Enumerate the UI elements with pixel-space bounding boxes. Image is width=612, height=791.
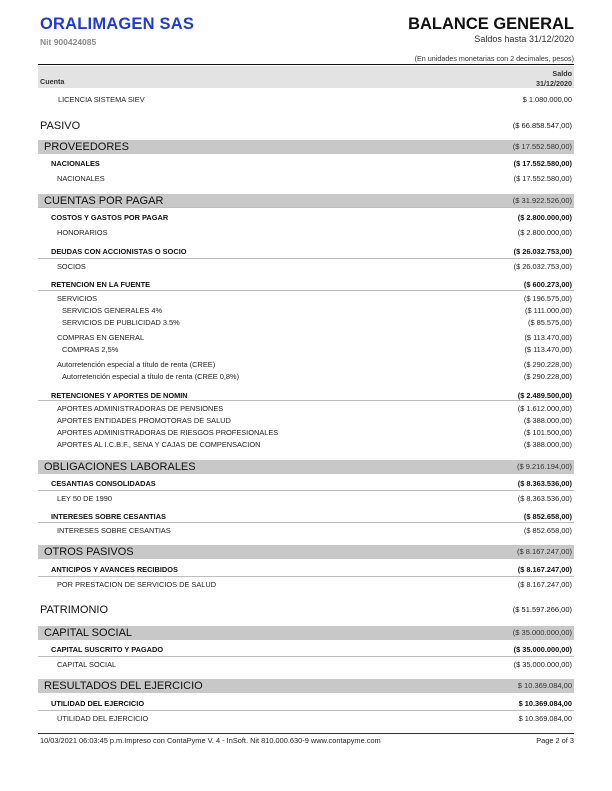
account-label: HONORARIOS <box>57 228 108 237</box>
account-balance: ($ 31.922.526,00) <box>512 196 572 205</box>
account-label: UTILIDAD DEL EJERCICIO <box>51 699 145 708</box>
header-divider <box>38 64 574 65</box>
account-balance: ($ 113.470,00) <box>524 333 572 342</box>
row-divider <box>38 258 574 259</box>
account-label: SOCIOS <box>57 262 86 271</box>
account-balance: ($ 852.658,00) <box>523 512 572 521</box>
account-label: RETENCIONES Y APORTES DE NOMIN <box>51 391 188 400</box>
footer-divider <box>38 733 574 734</box>
row-divider <box>38 522 574 523</box>
account-label: SERVICIOS DE PUBLICIDAD 3.5% <box>62 318 180 327</box>
section-row <box>38 679 574 693</box>
row-divider <box>38 290 574 291</box>
account-balance: ($ 2.800.000,00) <box>517 213 572 222</box>
account-balance: ($ 2.489.500,00) <box>517 391 572 400</box>
section-row <box>38 194 574 208</box>
account-label: DEUDAS CON ACCIONISTAS O SOCIO <box>51 247 187 256</box>
account-balance: ($ 196.575,00) <box>523 294 572 303</box>
account-balance: ($ 2.800.000,00) <box>517 228 572 237</box>
account-label: POR PRESTACION DE SERVICIOS DE SALUD <box>57 580 217 589</box>
column-balance <box>536 69 572 89</box>
account-balance: ($ 388.000,00) <box>523 440 572 449</box>
column-balance-label: Saldo <box>552 69 572 78</box>
account-balance: $ 1.080.000,00 <box>522 95 572 104</box>
section-row <box>38 545 574 559</box>
units-note: (En unidades monetarias con 2 decimales, pesos) <box>414 54 574 63</box>
account-label: APORTES ADMINISTRADORAS DE PENSIONES <box>57 404 224 413</box>
account-balance: ($ 111.000,00) <box>525 306 572 315</box>
account-balance: ($ 17.552.580,00) <box>513 159 572 168</box>
account-balance: ($ 290.228,00) <box>523 372 572 381</box>
account-label: ANTICIPOS Y AVANCES RECIBIDOS <box>51 565 178 574</box>
account-label: NACIONALES <box>57 174 105 183</box>
account-balance: ($ 101.500,00) <box>523 428 572 437</box>
account-balance: $ 10.369.084,00 <box>517 681 572 690</box>
account-label: RETENCION EN LA FUENTE <box>51 280 151 289</box>
account-label: PASIVO <box>40 120 81 132</box>
account-balance: ($ 1.612.000,00) <box>517 404 572 413</box>
row-divider <box>38 656 574 657</box>
row-divider <box>38 400 574 401</box>
account-balance: ($ 9.216.194,00) <box>516 462 572 471</box>
account-balance: ($ 388.000,00) <box>523 416 572 425</box>
account-label: SERVICIOS <box>57 294 98 303</box>
company-name: ORALIMAGEN SAS <box>40 15 195 33</box>
account-label: OTROS PASIVOS <box>44 546 134 558</box>
account-balance: ($ 26.032.753,00) <box>513 247 572 256</box>
account-label: CESANTIAS CONSOLIDADAS <box>51 479 156 488</box>
account-balance: ($ 35.000.000,00) <box>513 660 572 669</box>
company-nit: Nit 900424085 <box>40 37 97 47</box>
account-balance: ($ 35.000.000,00) <box>513 645 572 654</box>
account-balance: ($ 8.363.536,00) <box>517 479 572 488</box>
account-label: APORTES AL I.C.B.F., SENA Y CAJAS DE COMPENSACION <box>57 440 261 449</box>
report-title: BALANCE GENERAL <box>408 15 574 33</box>
column-header <box>38 66 574 88</box>
row-divider <box>38 490 574 491</box>
account-label: LICENCIA SISTEMA SIEV <box>58 95 145 104</box>
account-label: INTERESES SOBRE CESANTIAS <box>57 526 171 535</box>
account-label: COMPRAS 2,5% <box>62 345 119 354</box>
section-row <box>38 140 574 154</box>
account-label: SERVICIOS GENERALES 4% <box>62 306 163 315</box>
section-row <box>38 460 574 474</box>
account-label: PROVEEDORES <box>44 141 129 153</box>
account-balance: ($ 852.658,00) <box>523 526 572 535</box>
account-balance: ($ 26.032.753,00) <box>513 262 572 271</box>
account-label: PATRIMONIO <box>40 604 109 616</box>
row-divider <box>38 710 574 711</box>
account-label: RESULTADOS DEL EJERCICIO <box>44 680 203 692</box>
print-info: 10/03/2021 06:03:45 p.m.Impreso con ContaPyme V. 4 - InSoft. Nit 810.000.630-9 www.contapyme.com <box>40 736 381 745</box>
account-label: CAPITAL SOCIAL <box>44 627 133 639</box>
account-label: CAPITAL SOCIAL <box>57 660 117 669</box>
account-label: COSTOS Y GASTOS POR PAGAR <box>51 213 169 222</box>
account-label: NACIONALES <box>51 159 100 168</box>
account-balance: ($ 66.858.547,00) <box>512 121 572 130</box>
account-label: COMPRAS EN GENERAL <box>57 333 145 342</box>
account-balance: ($ 8.167.247,00) <box>516 547 572 556</box>
column-balance-date: 31/12/2020 <box>536 79 572 88</box>
account-balance: ($ 35.000.000,00) <box>512 628 572 637</box>
account-label: Autorretención especial a título de renta (CREE 0,8%) <box>62 372 240 381</box>
account-balance: ($ 8.363.536,00) <box>517 494 572 503</box>
account-label: APORTES ADMINISTRADORAS DE RIESGOS PROFESIONALES <box>57 428 279 437</box>
page-number: Page 2 of 3 <box>536 736 574 745</box>
account-label: CAPITAL SUSCRITO Y PAGADO <box>51 645 164 654</box>
account-balance: $ 10.369.084,00 <box>518 714 572 723</box>
account-label: LEY 50 DE 1990 <box>57 494 112 503</box>
account-balance: ($ 600.273,00) <box>523 280 572 289</box>
account-label: APORTES ENTIDADES PROMOTORAS DE SALUD <box>57 416 231 425</box>
account-balance: ($ 17.552.580,00) <box>512 142 572 151</box>
row-divider <box>38 576 574 577</box>
account-label: CUENTAS POR PAGAR <box>44 195 164 207</box>
account-balance: ($ 113.470,00) <box>524 345 572 354</box>
account-balance: ($ 85.575,00) <box>528 318 572 327</box>
section-row <box>38 626 574 640</box>
account-balance: ($ 51.597.266,00) <box>512 605 572 614</box>
account-balance: ($ 290.228,00) <box>523 360 572 369</box>
account-label: INTERESES SOBRE CESANTIAS <box>51 512 166 521</box>
account-balance: $ 10.369.084,00 <box>518 699 572 708</box>
report-subtitle: Saldos hasta 31/12/2020 <box>474 34 574 44</box>
account-label: OBLIGACIONES LABORALES <box>44 461 196 473</box>
row-divider <box>38 207 574 208</box>
account-label: Autorretención especial a título de renta (CREE) <box>57 360 216 369</box>
account-balance: ($ 8.167.247,00) <box>517 565 572 574</box>
account-balance: ($ 8.167.247,00) <box>517 580 572 589</box>
account-balance: ($ 17.552.580,00) <box>513 174 572 183</box>
column-account: Cuenta <box>40 77 65 86</box>
account-label: UTILIDAD DEL EJERCICIO <box>57 714 149 723</box>
